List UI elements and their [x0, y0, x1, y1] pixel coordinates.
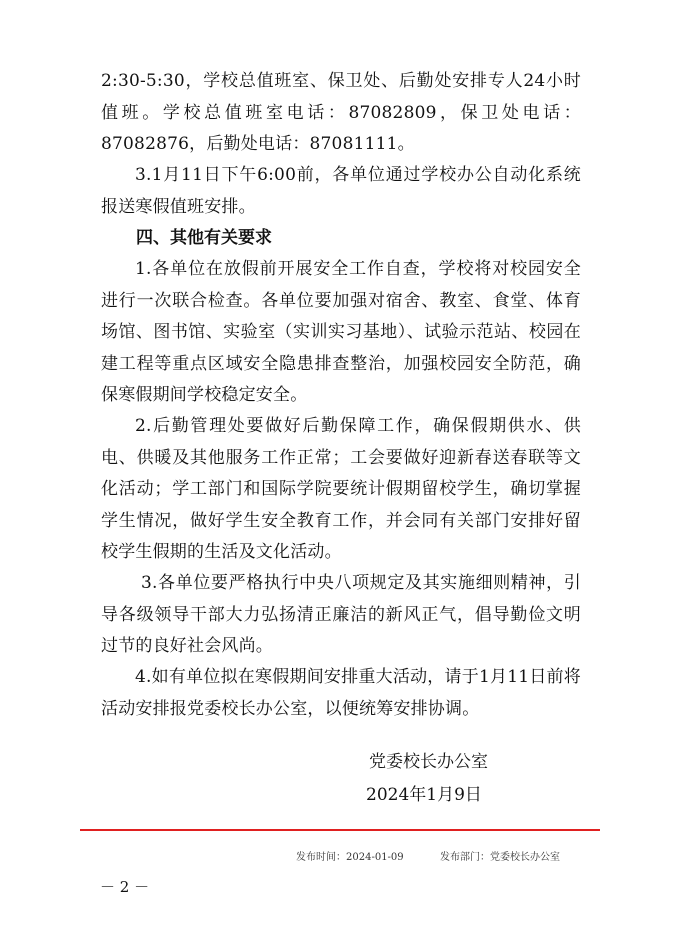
signature-office: 党委校长办公室	[369, 752, 488, 772]
signature-date: 2024年1月9日	[366, 785, 482, 805]
paragraph-duty-phones: 2:30-5:30，学校总值班室、保卫处、后勤处安排专人24小时值班。学校总值班室电话：87082809，保卫处电话：87082876，后勤处电话：87081111。	[101, 71, 581, 154]
paragraph-major-events: 4.如有单位拟在寒假期间安排重大活动，请于1月11日前将活动安排报党委校长办公室，以便统筹安排协调。	[101, 667, 581, 719]
paragraph-integrity: 3.各单位要严格执行中央八项规定及其实施细则精神，引导各级领导干部大力弘扬清正廉洁的新风正气，倡导勤俭文明过节的良好社会风尚。	[101, 573, 581, 656]
paragraph-safety-inspection: 1.各单位在放假前开展安全工作自查，学校将对校园安全进行一次联合检查。各单位要加强对宿舍、教室、食堂、体育场馆、图书馆、实验室（实训实习基地）、试验示范站、校园在建工程等重点区域安全隐患排查整治，加强校园安全防范，确保寒假期间学校稳定安全。	[101, 259, 581, 405]
page-number: － 2 －	[100, 878, 150, 896]
paragraph-report-deadline: 3.1月11日下午6:00前，各单位通过学校办公自动化系统报送寒假值班安排。	[101, 165, 581, 217]
paragraph-logistics: 2.后勤管理处要做好后勤保障工作，确保假期供水、供电、供暖及其他服务工作正常；工会要做好迎新春送春联等文化活动；学工部门和国际学院要统计假期留校学生，确切掌握学生情况，做好学生安全教育工作，并会同有关部门安排好留校学生假期的生活及文化活动。	[101, 416, 581, 562]
footer-publish-time: 发布时间：2024-01-09	[296, 852, 404, 863]
red-divider	[80, 829, 600, 831]
footer-publish-dept: 发布部门：党委校长办公室	[440, 852, 560, 863]
section-heading: 四、其他有关要求	[136, 228, 272, 248]
